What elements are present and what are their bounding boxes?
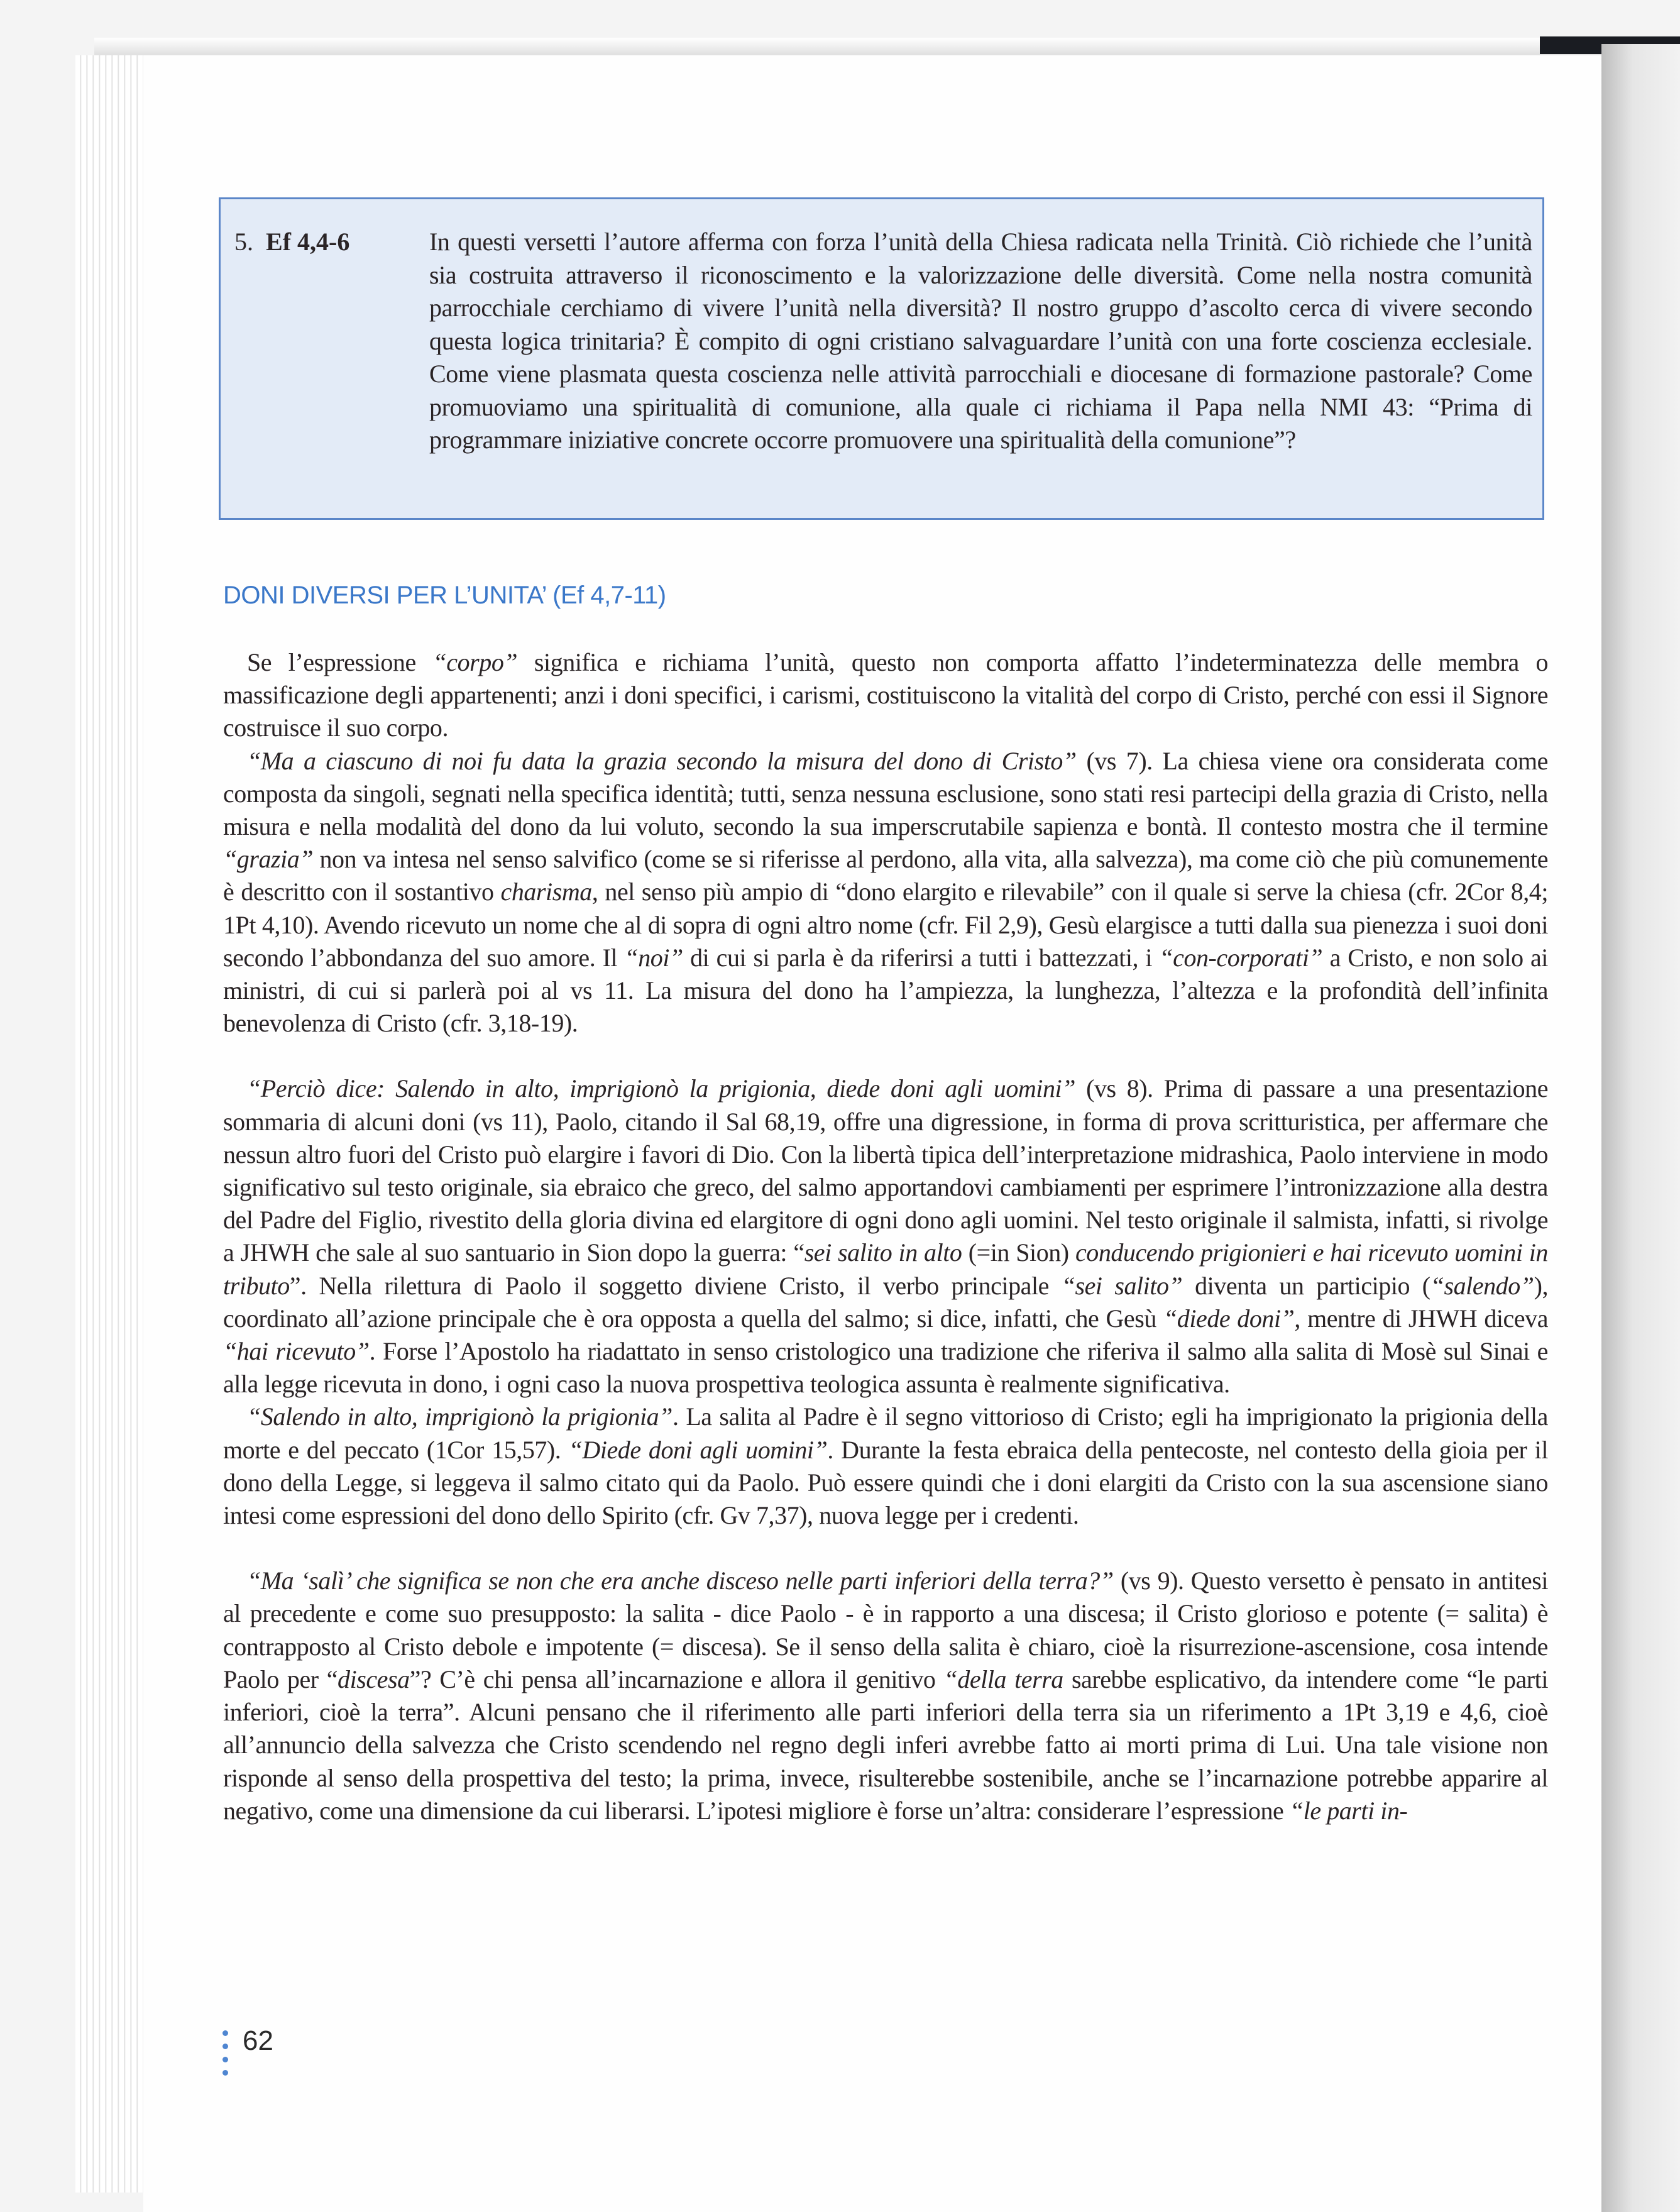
text: a Cristo, e non solo ai ministri, di cui si parlerà poi al vs 11. La misura del dono ha l’ampiezza, la lunghezza, l’altezza e la profondità dell’infinita benevolenza di Cristo (cfr. 3,18-19).	[223, 943, 1548, 1038]
text: non va intesa nel senso salvifico (come se si riferisse al perdono, alla vita, alla salvezza), ma come ciò che più comunemente è descritto con il sostantivo	[223, 845, 1548, 906]
text: (vs 7). La chiesa viene ora considerata come composta da singoli, segnati nella specifica identità; tutti, senza nessuna esclusione, sono stati resi partecipi della grazia di Cristo, nella misura e nella modalità del dono da lui voluto, secondo la sua imperscrutabile sapienza e bontà. Il contesto mostra che il termine	[223, 746, 1548, 841]
italic-text: “Ma ‘salì’ che significa se non che era anche disceso nelle parti inferiori della terra?”	[247, 1566, 1114, 1595]
text: (vs 8). Prima di passare a una presentazione sommaria di alcuni doni (vs 11), Paolo, citando il Sal 68,19, offre una digressione, in forma di prova scritturistica, per affermare che nessun altro fuori del Cristo può elargire i favori di Dio. Con la libertà tipica dell’interpretazione midrashica, Paolo interviene in modo significativo sul testo originale, sia ebraico che greco, del salmo apportandovi cambiamenti per esprimere l’intronizzazione alla destra del Padre del Figlio, rivestito della gloria divina ed elargitore di ogni dono agli uomini. Nel testo originale il salmista, infatti, si rivolge a JHWH che sale al suo santuario in Sion dopo la guerra: “	[223, 1074, 1548, 1267]
paragraph	[223, 745, 1548, 1040]
text: Se l’espressione	[247, 648, 433, 676]
text: ”. Nella rilettura di Paolo il soggetto diviene Cristo, il verbo principale	[289, 1271, 1062, 1300]
paragraph	[223, 646, 1548, 745]
box-number: 5.	[234, 228, 253, 256]
page-stack-top	[94, 38, 1680, 57]
italic-text: discesa	[338, 1665, 410, 1693]
italic-text: “salendo”	[1430, 1271, 1534, 1300]
italic-text: “Diede doni agli uomini”	[568, 1435, 828, 1464]
text: (=in Sion)	[962, 1238, 1075, 1267]
text: sarebbe esplicativo, da intendere come “le parti inferiori, cioè la terra”. Alcuni pensano che il riferimento alle parti inferiori della terra sia un riferimento a 1Pt 3,19 e 4,6, cioè all’annuncio della salvezza che Cristo scendendo nel regno degli inferi avrebbe fatto ai morti prima di Lui. Una tale visione non risponde al senso della prospettiva del testo; la prima, invece, risulterebbe sostenibile, anche se l’incarnazione potrebbe apparire al negativo, come una dimensione da cui liberarsi. L’ipotesi migliore è forse un’altra: considerare l’espressione	[223, 1665, 1548, 1825]
italic-text: “noi”	[624, 943, 683, 972]
text: , nel senso più ampio di “dono elargito e rilevabile” con il quale si serve la chiesa (cfr. 2Cor 8,4; 1Pt 4,10). Avendo ricevuto un nome che al di sopra di ogni altro nome (cfr. Fil 2,9), Gesù elargisce a tutti dalla sua pienezza i suoi doni secondo l’abbondanza del suo amore. Il	[223, 878, 1549, 972]
section-heading: DONI DIVERSI PER L’UNITA’ (Ef 4,7-11)	[223, 581, 666, 609]
italic-text: sei salito in alto	[804, 1238, 962, 1267]
box-reference: Ef 4,4-6	[266, 228, 350, 256]
body-text	[223, 646, 1548, 1827]
text: ”? C’è chi pensa all’incarnazione e allora il genitivo	[409, 1665, 944, 1693]
binding-shadow	[1601, 44, 1680, 2212]
reflection-box	[219, 197, 1544, 520]
paragraph	[223, 1400, 1548, 1532]
italic-text: “Perciò dice: Salendo in alto, imprigionò la prigionia, diede doni agli uomini”	[247, 1074, 1075, 1103]
italic-text: “della terra	[943, 1665, 1063, 1693]
italic-text: “sei salito”	[1061, 1271, 1183, 1300]
italic-text: “corpo”	[432, 648, 518, 676]
italic-text: “le parti in-	[1289, 1796, 1408, 1825]
text: di cui si parla è da riferirsi a tutti i battezzati, i	[683, 943, 1160, 972]
text: diventa un participio (	[1182, 1271, 1430, 1300]
text: , mentre di JHWH diceva	[1294, 1304, 1548, 1333]
page-dots-ornament	[222, 2030, 229, 2083]
italic-text: “hai ricevuto”	[223, 1337, 370, 1366]
page-stack-edge	[75, 55, 145, 2193]
box-label	[234, 226, 349, 258]
italic-text: “grazia”	[223, 845, 314, 874]
box-text: In questi versetti l’autore afferma con forza l’unità della Chiesa radicata nella Trinità. Ciò richiede che l’unità sia costruita attraverso il riconoscimento e la valorizzazione delle diversità. Come nella nostra comunità parrocchiale cerchiamo di vivere l’unità nella diversità? Il nostro gruppo d’ascolto cerca di vivere secondo questa logica trinitaria? È compito di ogni cristiano salvaguardare l’unità con una forte coscienza ecclesiale. Come viene plasmata questa coscienza nelle attività parrocchiali e diocesane di formazione pastorale? Come promuoviamo una spiritualità di comunione, alla quale ci richiama il Papa nella NMI 43: “Prima di programmare iniziative concrete occorre promuovere una spiritualità della comunione”?	[429, 228, 1532, 454]
page-number: 62	[243, 2025, 273, 2056]
italic-text: conducendo prigionieri e hai ricevuto uomini in tributo	[223, 1238, 1548, 1300]
italic-text: “diede doni”	[1163, 1304, 1295, 1333]
text: . Durante la festa ebraica della pentecoste, nel contesto della gioia per il dono della Legge, si leggeva il salmo citato qui da Paolo. Può essere quindi che i doni elargiti da Cristo con la sua ascensione siano intesi come espressioni del dono dello Spirito (cfr. Gv 7,37), nuova legge per i credenti.	[223, 1435, 1548, 1530]
text: ), coordinato all’azione principale che è ora opposta a quella del salmo; si dice, infatti, che Gesù	[223, 1271, 1548, 1333]
paragraph	[223, 1072, 1548, 1400]
paragraph	[223, 1565, 1548, 1827]
italic-text: “Salendo in alto, imprigionò la prigionia”	[247, 1402, 673, 1431]
text: significa e richiama l’unità, questo non comporta affatto l’indeterminatezza delle membra o massificazione degli appartenenti; anzi i doni specifici, i carismi, costituiscono la vitalità del corpo di Cristo, perché con essi il Signore costruisce il suo corpo.	[223, 648, 1548, 742]
italic-text: charisma	[500, 878, 592, 906]
text: (vs 9). Questo versetto è pensato in antitesi al precedente e come suo presupposto: la salita - dice Paolo - è in rapporto a una discesa; il Cristo glorioso e potente (= salita) è contrapposto al Cristo debole e impotente (= discesa). Se il senso della salita è chiaro, cioè la risurrezione-ascensione, cosa intende Paolo per “	[223, 1566, 1549, 1693]
text: . La salita al Padre è il segno vittorioso di Cristo; egli ha imprigionato la prigionia della morte e del peccato (1Cor 15,57).	[223, 1402, 1548, 1464]
text: . Forse l’Apostolo ha riadattato in senso cristologico una tradizione che riferiva il salmo alla salita di Mosè sul Sinai e alla legge ricevuta in dono, i ogni caso la nuova prospettiva teologica assunta è realmente significativa.	[223, 1337, 1548, 1399]
italic-text: “Ma a ciascuno di noi fu data la grazia secondo la misura del dono di Cristo”	[247, 746, 1077, 775]
italic-text: “con-corporati”	[1159, 943, 1323, 972]
